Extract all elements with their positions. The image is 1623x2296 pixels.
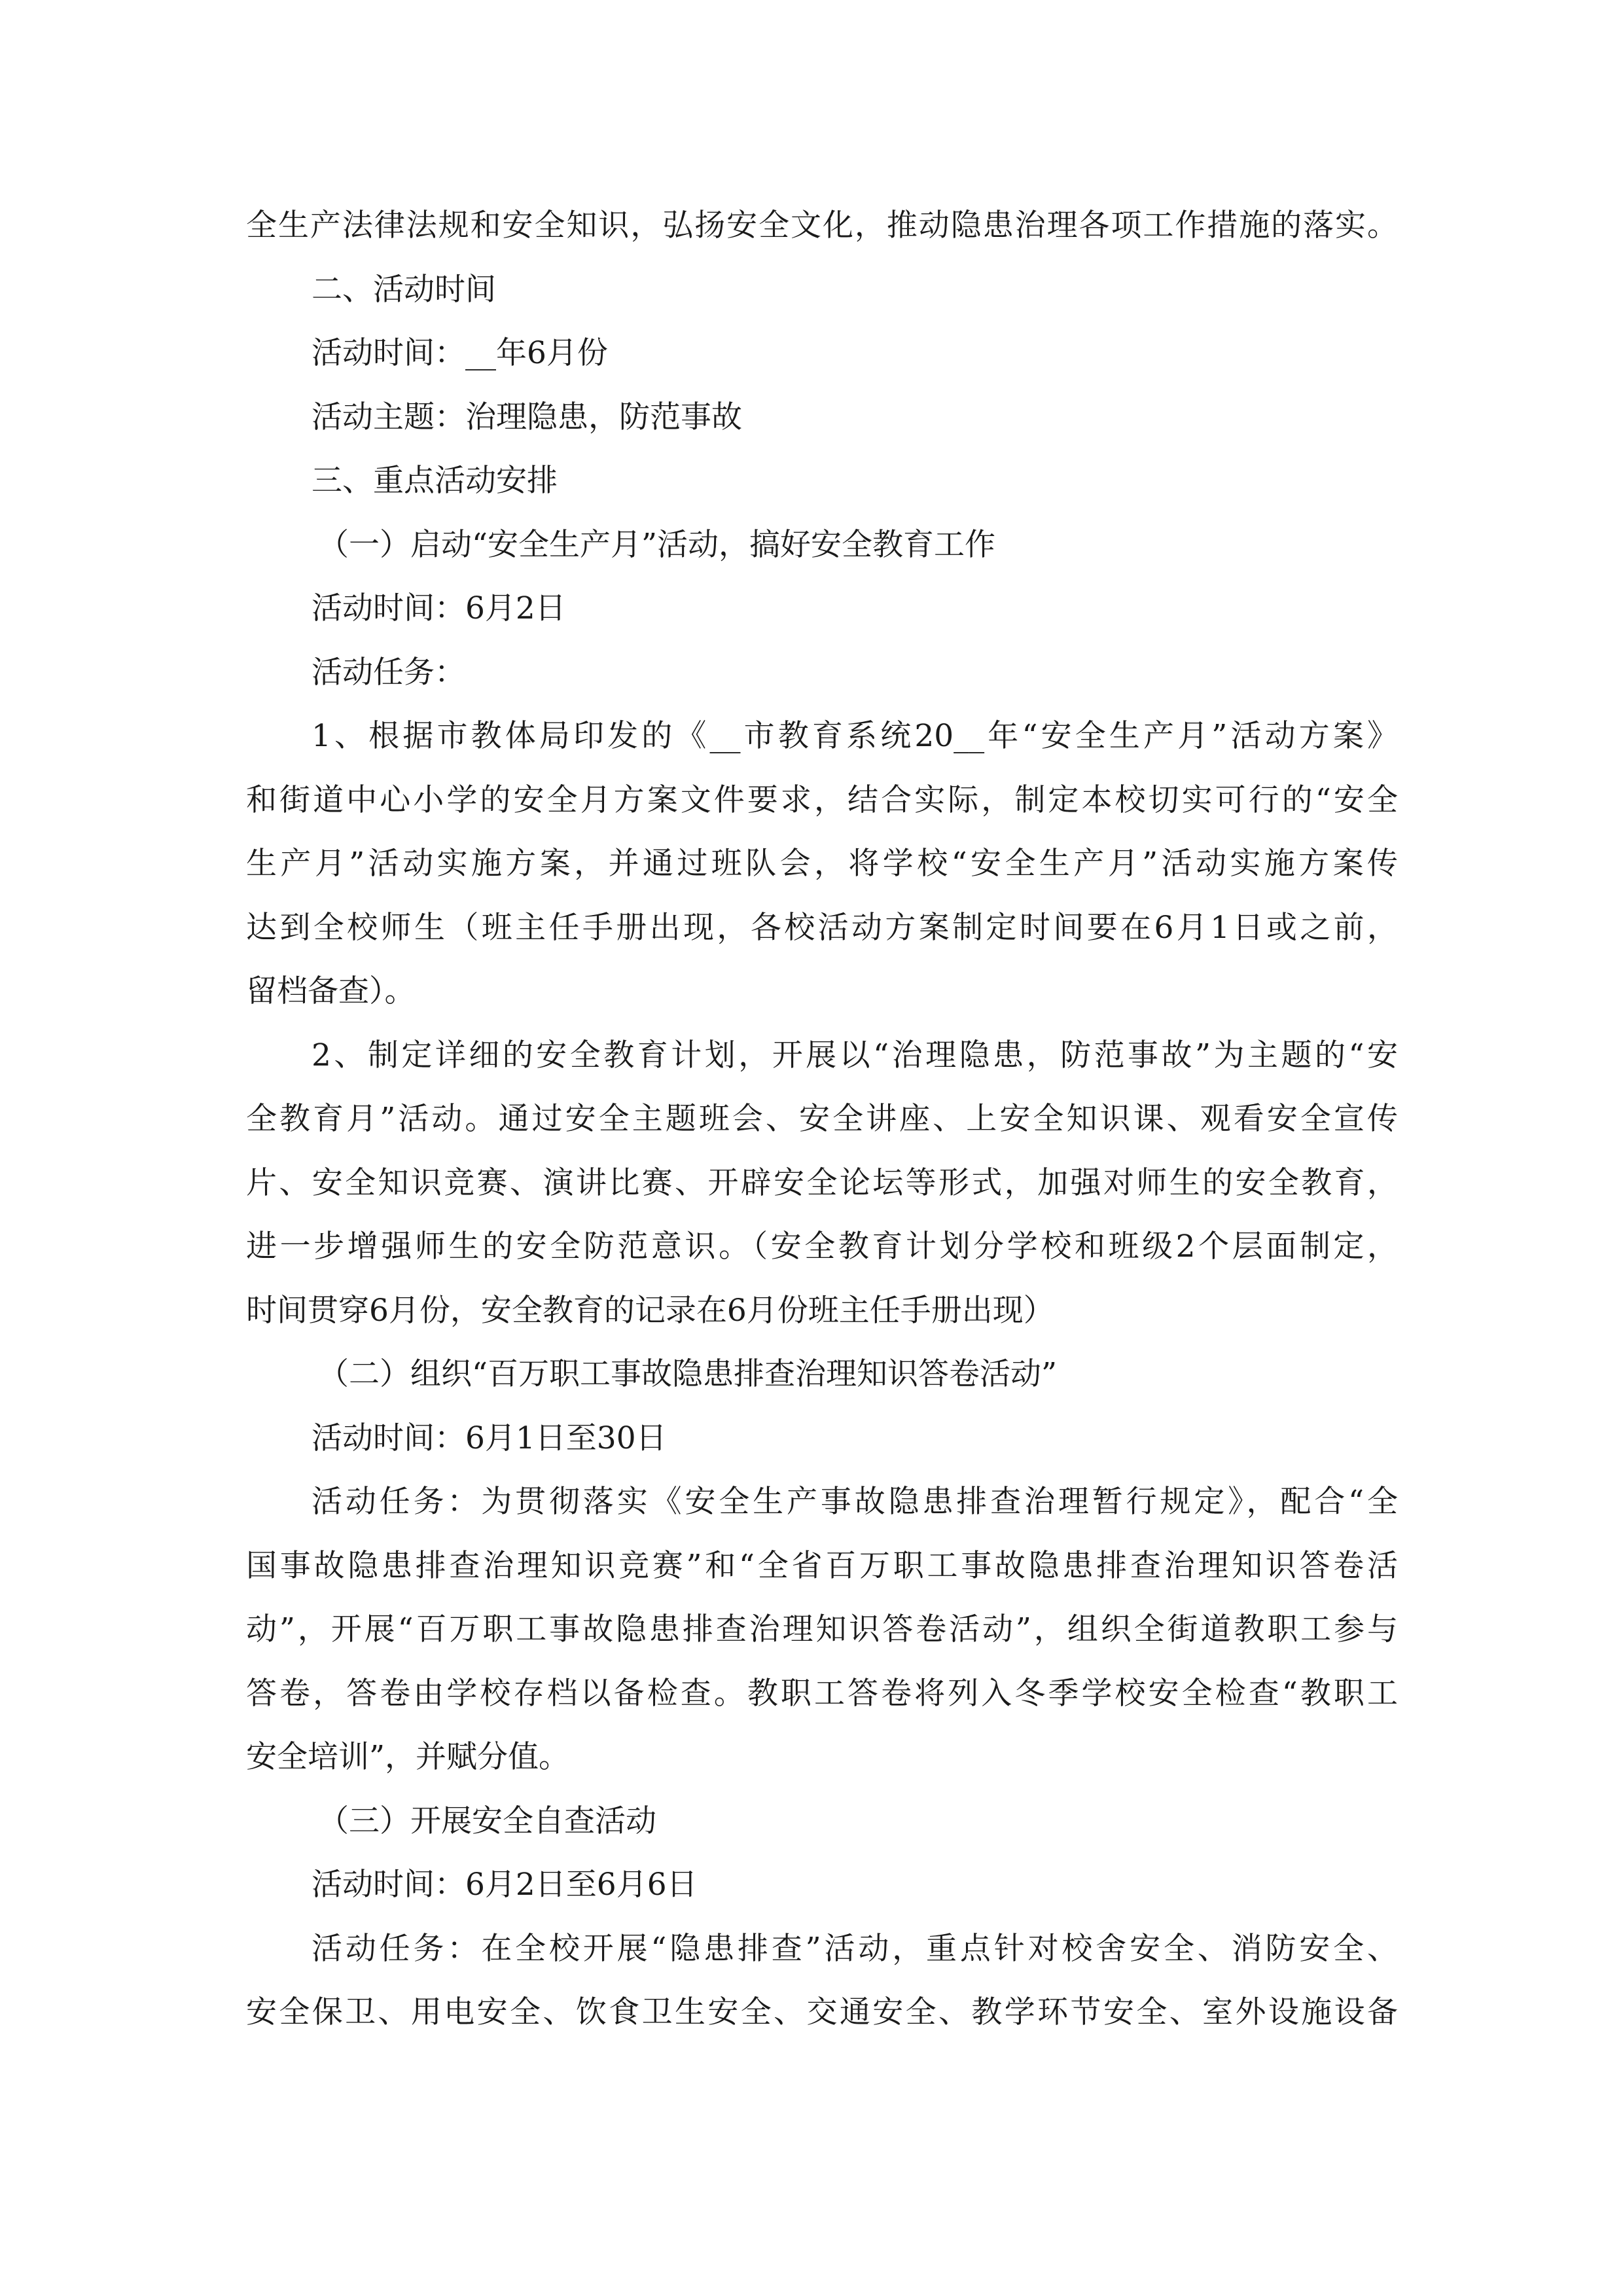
paragraph-line: 安全保卫、用电安全、饮食卫生安全、交通安全、教学环节安全、室外设施设备 bbox=[246, 1994, 1398, 2030]
paragraph-line: 安全培训”，并赋分值。 bbox=[246, 1739, 570, 1775]
paragraph-line: 生产月”活动实施方案，并通过班队会，将学校“安全生产月”活动实施方案传 bbox=[246, 846, 1398, 882]
paragraph-line: 留档备查）。 bbox=[246, 973, 416, 1009]
paragraph-line: 全教育月”活动。通过安全主题班会、安全讲座、上安全知识课、观看安全宣传 bbox=[246, 1101, 1398, 1137]
paragraph-line: 进一步增强师生的安全防范意识。（安全教育计划分学校和班级2个层面制定， bbox=[246, 1229, 1398, 1265]
paragraph-line: 活动任务：为贯彻落实《安全生产事故隐患排查治理暂行规定》，配合“全 bbox=[312, 1484, 1398, 1520]
paragraph-line: 动”，开展“百万职工事故隐患排查治理知识答卷活动”，组织全街道教职工参与 bbox=[246, 1611, 1398, 1647]
paragraph-line: 片、安全知识竞赛、演讲比赛、开辟安全论坛等形式，加强对师生的安全教育， bbox=[246, 1164, 1398, 1201]
paragraph-line: 和街道中心小学的安全月方案文件要求，结合实际，制定本校切实可行的“安全 bbox=[246, 781, 1398, 818]
section-heading: 三、重点活动安排 bbox=[312, 463, 558, 499]
paragraph-line: 活动任务： bbox=[312, 654, 465, 691]
paragraph-line: 答卷，答卷由学校存档以备检查。教职工答卷将列入冬季学校安全检查“教职工 bbox=[246, 1675, 1398, 1712]
paragraph-line: 1、根据市教体局印发的《__市教育系统20__年“安全生产月”活动方案》 bbox=[312, 718, 1398, 754]
section-heading: 二、活动时间 bbox=[312, 271, 496, 308]
subsection-heading: （二）组织“百万职工事故隐患排查治理知识答卷活动” bbox=[318, 1356, 1058, 1392]
paragraph-line: 2、制定详细的安全教育计划，开展以“治理隐患，防范事故”为主题的“安 bbox=[312, 1037, 1398, 1073]
paragraph-line: 活动时间：__年6月份 bbox=[312, 335, 608, 371]
paragraph-line: 时间贯穿6月份，安全教育的记录在6月份班主任手册出现） bbox=[246, 1292, 1054, 1329]
subsection-heading: （三）开展安全自查活动 bbox=[318, 1803, 656, 1839]
paragraph-line: 全生产法律法规和安全知识，弘扬安全文化，推动隐患治理各项工作措施的落实。 bbox=[246, 207, 1398, 243]
paragraph-line: 活动任务：在全校开展“隐患排查”活动，重点针对校舍安全、消防安全、 bbox=[312, 1930, 1398, 1967]
subsection-heading: （一）启动“安全生产月”活动，搞好安全教育工作 bbox=[318, 526, 996, 563]
paragraph-line: 活动时间：6月2日至6月6日 bbox=[312, 1867, 698, 1903]
document-body bbox=[246, 194, 1398, 2045]
paragraph-line: 达到全校师生（班主任手册出现，各校活动方案制定时间要在6月1日或之前， bbox=[246, 909, 1398, 946]
paragraph-line: 活动时间：6月1日至30日 bbox=[312, 1420, 667, 1456]
paragraph-line: 活动时间：6月2日 bbox=[312, 590, 566, 626]
paragraph-line: 国事故隐患排查治理知识竞赛”和“全省百万职工事故隐患排查治理知识答卷活 bbox=[246, 1547, 1398, 1584]
paragraph-line: 活动主题：治理隐患，防范事故 bbox=[312, 399, 742, 435]
